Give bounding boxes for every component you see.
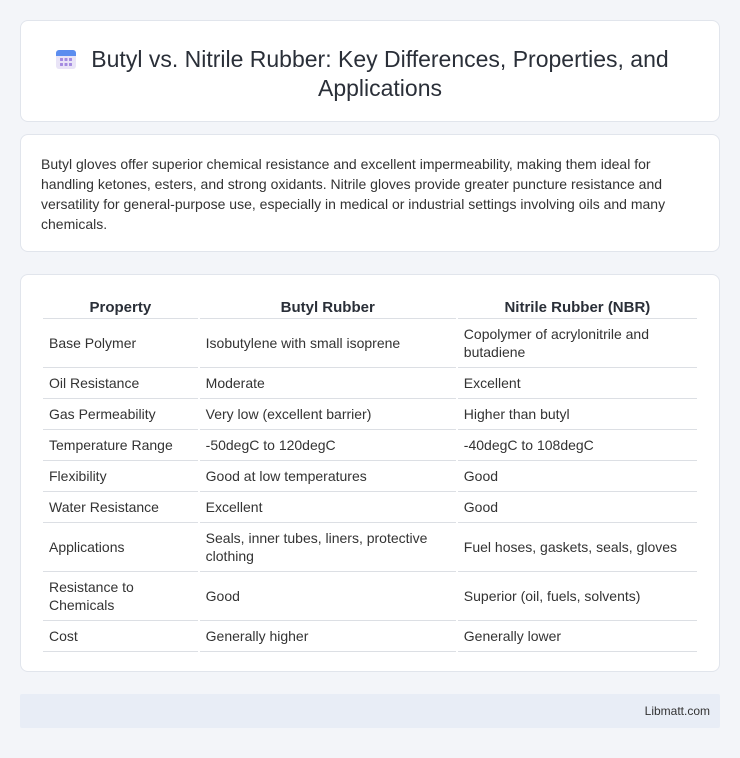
table-row bbox=[43, 492, 697, 523]
table-row bbox=[43, 621, 697, 652]
table-row bbox=[43, 319, 697, 368]
nitrile-cell: Superior (oil, fuels, solvents) bbox=[458, 572, 697, 621]
property-cell: Water Resistance bbox=[43, 492, 198, 523]
butyl-cell: Generally higher bbox=[200, 621, 456, 652]
table-row bbox=[43, 368, 697, 399]
footer-site-label: Libmatt.com bbox=[644, 704, 710, 718]
column-header-butyl: Butyl Rubber bbox=[200, 295, 456, 319]
nitrile-cell: Copolymer of acrylonitrile and butadiene bbox=[458, 319, 697, 368]
nitrile-cell: Generally lower bbox=[458, 621, 697, 652]
butyl-cell: Good at low temperatures bbox=[200, 461, 456, 492]
page-title: Butyl vs. Nitrile Rubber: Key Differences, Properties, and Applications bbox=[91, 46, 669, 101]
property-cell: Oil Resistance bbox=[43, 368, 198, 399]
nitrile-cell: Good bbox=[458, 461, 697, 492]
table-header-row bbox=[43, 295, 697, 319]
butyl-cell: Good bbox=[200, 572, 456, 621]
property-cell: Base Polymer bbox=[43, 319, 198, 368]
table-row bbox=[43, 523, 697, 572]
nitrile-cell: Fuel hoses, gaskets, seals, gloves bbox=[458, 523, 697, 572]
summary-text: Butyl gloves offer superior chemical resistance and excellent impermeability, making them ideal for handling ketones, esters, and strong oxidants. Nitrile gloves provide greater puncture resistance and versatility for general-purpose use, especially in medical or industrial settings involving oils and many chemicals. bbox=[41, 156, 666, 232]
summary-card bbox=[20, 134, 720, 252]
table-row bbox=[43, 572, 697, 621]
butyl-cell: Isobutylene with small isoprene bbox=[200, 319, 456, 368]
comparison-table bbox=[41, 295, 699, 652]
property-cell: Gas Permeability bbox=[43, 399, 198, 430]
table-row bbox=[43, 461, 697, 492]
nitrile-cell: -40degC to 108degC bbox=[458, 430, 697, 461]
table-row bbox=[43, 399, 697, 430]
nitrile-cell: Excellent bbox=[458, 368, 697, 399]
property-cell: Temperature Range bbox=[43, 430, 198, 461]
property-cell: Applications bbox=[43, 523, 198, 572]
footer bbox=[20, 694, 720, 728]
table-row bbox=[43, 430, 697, 461]
butyl-cell: -50degC to 120degC bbox=[200, 430, 456, 461]
nitrile-cell: Higher than butyl bbox=[458, 399, 697, 430]
column-header-property: Property bbox=[43, 295, 198, 319]
property-cell: Resistance to Chemicals bbox=[43, 572, 198, 621]
property-cell: Flexibility bbox=[43, 461, 198, 492]
property-cell: Cost bbox=[43, 621, 198, 652]
comparison-card bbox=[20, 274, 720, 672]
column-header-nitrile: Nitrile Rubber (NBR) bbox=[458, 295, 697, 319]
butyl-cell: Very low (excellent barrier) bbox=[200, 399, 456, 430]
butyl-cell: Seals, inner tubes, liners, protective clothing bbox=[200, 523, 456, 572]
title-card bbox=[20, 20, 720, 122]
nitrile-cell: Good bbox=[458, 492, 697, 523]
butyl-cell: Moderate bbox=[200, 368, 456, 399]
butyl-cell: Excellent bbox=[200, 492, 456, 523]
